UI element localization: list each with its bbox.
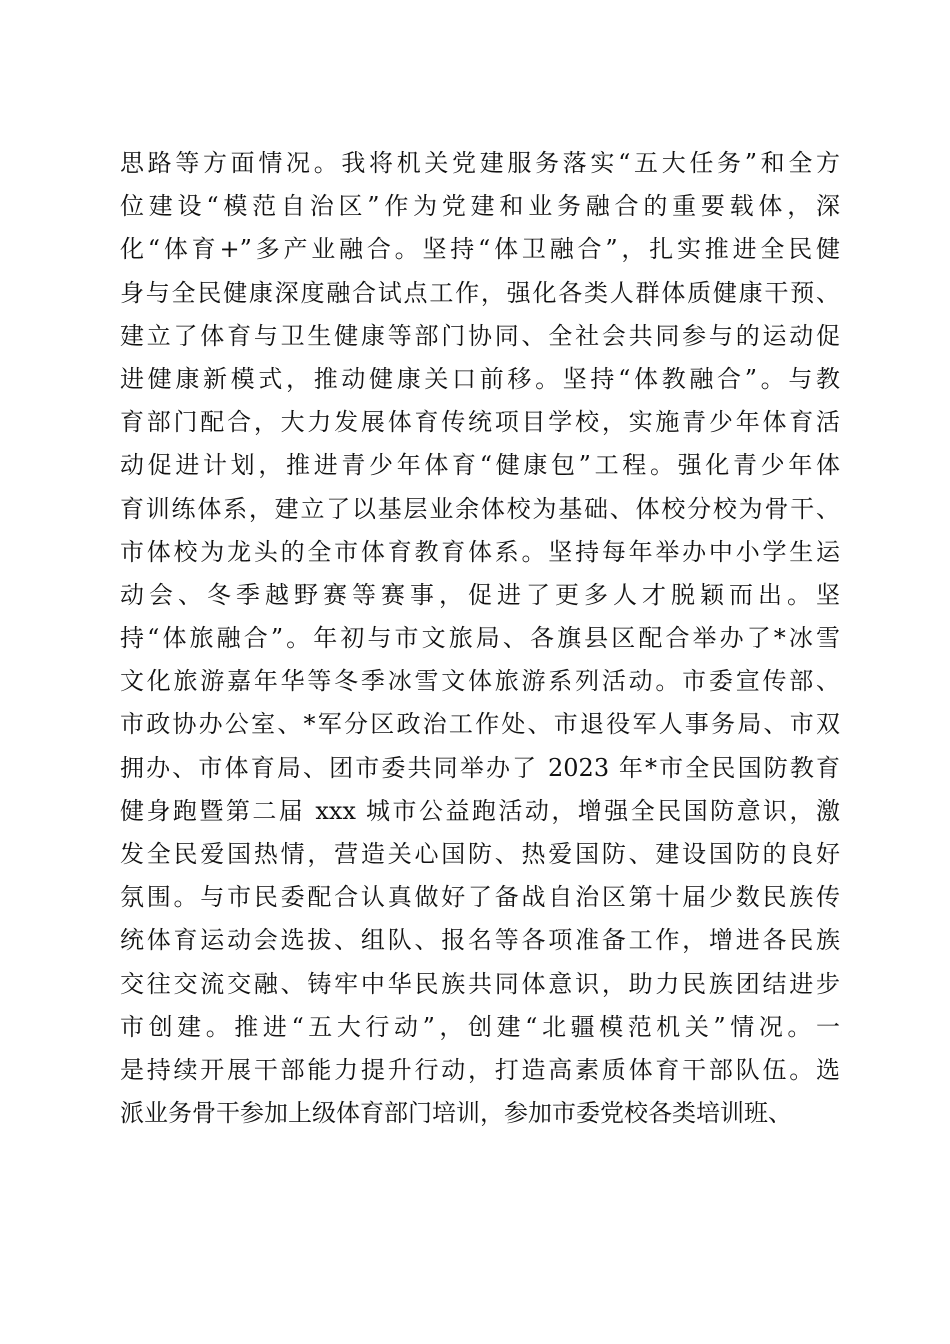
text-line-7: 育部门配合，大力发展体育传统项目学校，实施青少年体育活 (120, 408, 840, 437)
body-text (120, 142, 840, 1135)
text-line-19: 统体育运动会选拔、组队、报名等各项准备工作，增进各民族 (120, 926, 840, 955)
text-line-23: 派业务骨干参加上级体育部门培训，参加市委党校各类培训班、 (120, 1099, 792, 1128)
text-line-21: 市创建。推进“五大行动”，创建“北疆模范机关”情况。一 (120, 1012, 840, 1041)
text-line-16: 健身跑暨第二届 xxx 城市公益跑活动，增强全民国防意识，激 (120, 796, 840, 825)
text-line-1: 思路等方面情况。我将机关党建服务落实“五大任务”和全方 (120, 149, 840, 177)
text-line-6: 进健康新模式，推动健康关口前移。坚持“体教融合”。与教 (120, 364, 840, 393)
text-line-9: 育训练体系，建立了以基层业余体校为基础、体校分校为骨干、 (120, 494, 840, 523)
text-line-5: 建立了体育与卫生健康等部门协同、全社会共同参与的运动促 (120, 321, 840, 350)
text-line-15: 拥办、市体育局、团市委共同举办了 2023 年*市全民国防教育 (120, 753, 840, 782)
text-line-8: 动促进计划，推进青少年体育“健康包”工程。强化青少年体 (120, 451, 840, 480)
text-line-17: 发全民爱国热情，营造关心国防、热爱国防、建设国防的良好 (120, 840, 840, 868)
text-line-18: 氛围。与市民委配合认真做好了备战自治区第十届少数民族传 (120, 883, 840, 912)
text-line-14: 市政协办公室、*军分区政治工作处、市退役军人事务局、市双 (120, 710, 840, 739)
text-line-11: 动会、冬季越野赛等赛事，促进了更多人才脱颖而出。坚 (120, 580, 840, 609)
text-line-2: 位建设“模范自治区”作为党建和业务融合的重要载体，深 (120, 192, 840, 221)
text-line-13: 文化旅游嘉年华等冬季冰雪文体旅游系列活动。市委宣传部、 (120, 667, 840, 696)
text-line-22: 是持续开展干部能力提升行动，打造高素质体育干部队伍。选 (120, 1055, 840, 1084)
text-line-20: 交往交流交融、铸牢中华民族共同体意识，助力民族团结进步 (120, 969, 840, 998)
text-line-3: 化“体育+”多产业融合。坚持“体卫融合”，扎实推进全民健 (120, 235, 840, 264)
text-line-4: 身与全民健康深度融合试点工作，强化各类人群体质健康干预、 (120, 278, 840, 307)
text-line-10: 市体校为龙头的全市体育教育体系。坚持每年举办中小学生运 (120, 537, 840, 566)
text-line-12: 持“体旅融合”。年初与市文旅局、各旗县区配合举办了*冰雪 (120, 624, 840, 653)
